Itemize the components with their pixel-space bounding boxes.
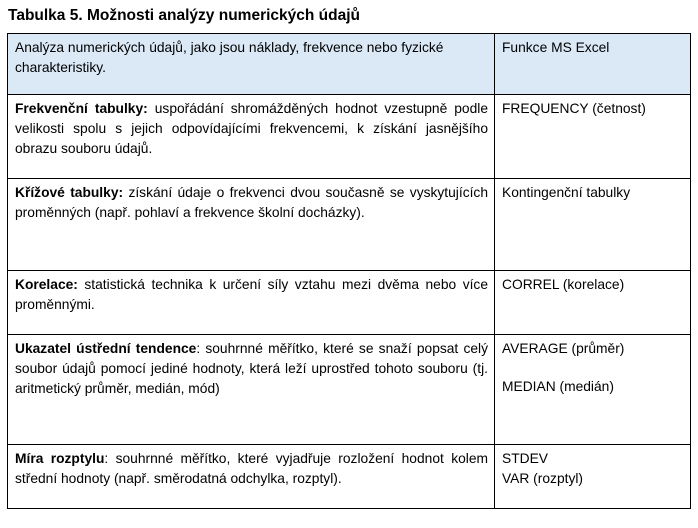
row-description-cell bbox=[8, 271, 495, 335]
table-row bbox=[8, 95, 691, 179]
row-function-cell bbox=[495, 271, 691, 335]
excel-function: STDEV bbox=[502, 451, 548, 466]
row-description-cell bbox=[8, 179, 495, 271]
table-row bbox=[8, 335, 691, 445]
spacer bbox=[502, 359, 684, 377]
row-description-cell bbox=[8, 445, 495, 509]
excel-function: CORREL (korelace) bbox=[502, 277, 625, 292]
row-description-cell bbox=[8, 335, 495, 445]
row-function-cell bbox=[495, 179, 691, 271]
row-text: : souhrnné měřítko, které vyjadřuje rozložení hodnot kolem střední hodnoty (např. směrodatná odchylka, rozptyl). bbox=[15, 451, 488, 486]
excel-function: AVERAGE (průměr) bbox=[502, 341, 625, 356]
row-text: získání údaje o frekvenci dvou současně se vyskytujících proměnných (např. pohlaví a frekvence školní docházky). bbox=[15, 185, 488, 220]
header-analysis-cell: Analýza numerických údajů, jako jsou náklady, frekvence nebo fyzické charakteristiky. bbox=[8, 34, 495, 95]
excel-function: VAR (rozptyl) bbox=[502, 471, 584, 486]
table-caption: Tabulka 5. Možnosti analýzy numerických údajů bbox=[8, 7, 360, 24]
table-row bbox=[8, 445, 691, 509]
row-function-cell bbox=[495, 95, 691, 179]
excel-function: MEDIAN (medián) bbox=[502, 379, 614, 394]
row-text: statistická technika k určení síly vztahu mezi dvěma nebo více proměnnými. bbox=[15, 277, 488, 312]
row-function-cell bbox=[495, 445, 691, 509]
row-function-cell bbox=[495, 335, 691, 445]
header-excel-function-cell: Funkce MS Excel bbox=[495, 34, 691, 95]
table-row bbox=[8, 179, 691, 271]
row-text: : souhrnné měřítko, které se snaží popsat celý soubor údajů pomocí jediné hodnoty, která leží uprostřed tohoto souboru (tj. aritmetický průměr, medián, mód) bbox=[15, 341, 488, 396]
table-row bbox=[8, 271, 691, 335]
row-text: uspořádání shromážděných hodnot vzestupně podle velikosti spolu s jejich odpovídajícími frekvencemi, k získání jasnějšího obrazu souboru údajů. bbox=[15, 101, 488, 156]
row-term: Frekvenční tabulky: bbox=[15, 101, 148, 116]
row-term: Míra rozptylu bbox=[15, 451, 105, 466]
row-term: Korelace: bbox=[15, 277, 78, 292]
analysis-table bbox=[7, 33, 691, 509]
row-term: Křížové tabulky: bbox=[15, 185, 124, 200]
row-description-cell bbox=[8, 95, 495, 179]
excel-function: Kontingenční tabulky bbox=[502, 185, 631, 200]
row-term: Ukazatel ústřední tendence bbox=[15, 341, 197, 356]
table-header-row bbox=[8, 34, 691, 95]
excel-function: FREQUENCY (četnost) bbox=[502, 101, 646, 116]
